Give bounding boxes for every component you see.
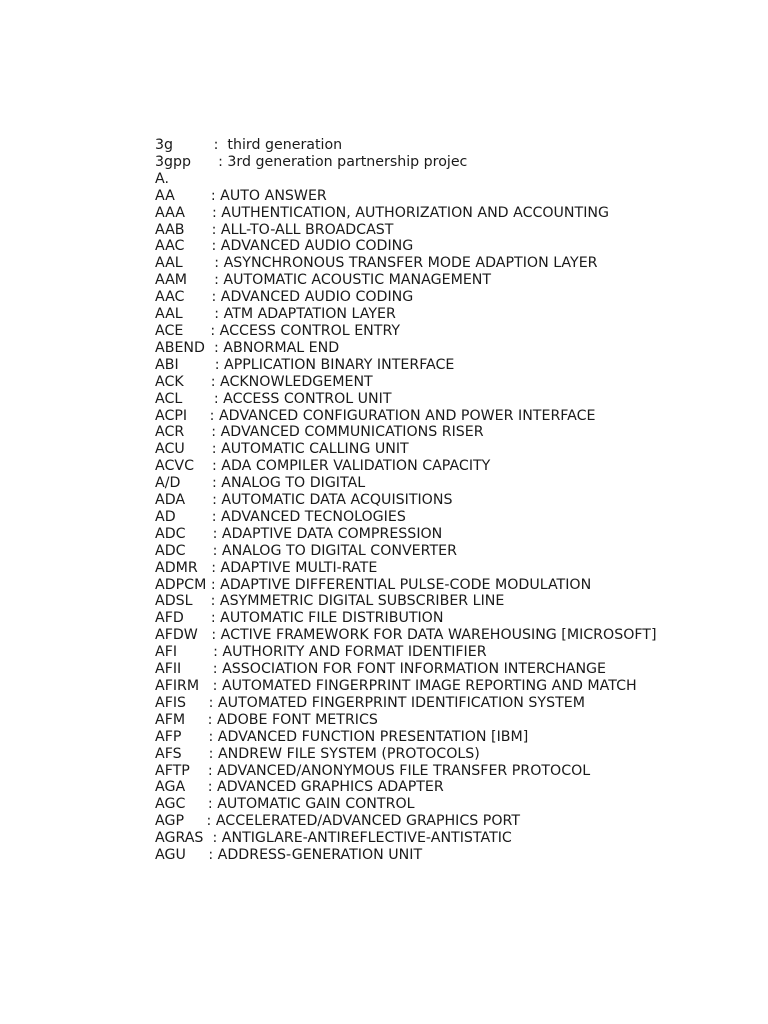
glossary-entry: AAB : ALL-TO-ALL BROADCAST bbox=[155, 221, 394, 238]
glossary-entry: ACK : ACKNOWLEDGEMENT bbox=[155, 373, 373, 390]
glossary-entry: AAL : ATM ADAPTATION LAYER bbox=[155, 306, 396, 323]
glossary-entry: AGRAS : ANTIGLARE-ANTIREFLECTIVE-ANTISTATIC bbox=[155, 830, 512, 847]
glossary-entry: ADSL : ASYMMETRIC DIGITAL SUBSCRIBER LINE bbox=[155, 593, 505, 610]
glossary-entry: AAL : ASYNCHRONOUS TRANSFER MODE ADAPTION LAYER bbox=[155, 255, 598, 272]
glossary-entry: AFDW : ACTIVE FRAMEWORK FOR DATA WAREHOUSING [MICROSOFT] bbox=[155, 627, 657, 644]
glossary-entry: ADC : ANALOG TO DIGITAL CONVERTER bbox=[155, 542, 457, 559]
glossary-entry: AFTP : ADVANCED/ANONYMOUS FILE TRANSFER PROTOCOL bbox=[155, 762, 591, 779]
glossary-entry: ACR : ADVANCED COMMUNICATIONS RISER bbox=[155, 424, 484, 441]
glossary-entry: ABEND : ABNORMAL END bbox=[155, 339, 340, 356]
glossary-entry: ACE : ACCESS CONTROL ENTRY bbox=[155, 322, 401, 339]
acronym-glossary bbox=[155, 137, 675, 864]
glossary-entry: 3g : third generation bbox=[155, 137, 343, 153]
glossary-entry: ADC : ADAPTIVE DATA COMPRESSION bbox=[155, 525, 443, 542]
glossary-entry: ACL : ACCESS CONTROL UNIT bbox=[155, 390, 392, 407]
glossary-entry: AFIRM : AUTOMATED FINGERPRINT IMAGE REPORTING AND MATCH bbox=[155, 678, 637, 694]
glossary-entry: 3gpp : 3rd generation partnership projec bbox=[155, 153, 468, 170]
glossary-entry: AGC : AUTOMATIC GAIN CONTROL bbox=[155, 796, 415, 813]
glossary-entry: AGA : ADVANCED GRAPHICS ADAPTER bbox=[155, 779, 444, 796]
glossary-entry: ACPI : ADVANCED CONFIGURATION AND POWER INTERFACE bbox=[155, 407, 596, 424]
glossary-entry: AFIS : AUTOMATED FINGERPRINT IDENTIFICATION SYSTEM bbox=[155, 694, 585, 711]
glossary-entry: AFP : ADVANCED FUNCTION PRESENTATION [IBM] bbox=[155, 728, 529, 745]
glossary-entry: AAM : AUTOMATIC ACOUSTIC MANAGEMENT bbox=[155, 272, 492, 289]
glossary-entry: AFII : ASSOCIATION FOR FONT INFORMATION INTERCHANGE bbox=[155, 661, 607, 678]
glossary-entry: ACVC : ADA COMPILER VALIDATION CAPACITY bbox=[155, 458, 491, 475]
glossary-entry: AFD : AUTOMATIC FILE DISTRIBUTION bbox=[155, 610, 444, 627]
glossary-entry: AGP : ACCELERATED/ADVANCED GRAPHICS PORT bbox=[155, 813, 520, 830]
glossary-entry: AFS : ANDREW FILE SYSTEM (PROTOCOLS) bbox=[155, 745, 480, 762]
glossary-entry: ABI : APPLICATION BINARY INTERFACE bbox=[155, 356, 455, 373]
section-heading: A. bbox=[155, 170, 169, 187]
glossary-entry: ADPCM : ADAPTIVE DIFFERENTIAL PULSE-CODE MODULATION bbox=[155, 576, 592, 593]
glossary-entry: A/D : ANALOG TO DIGITAL bbox=[155, 475, 366, 492]
glossary-entry: AGU : ADDRESS-GENERATION UNIT bbox=[155, 847, 423, 864]
glossary-entry: AFI : AUTHORITY AND FORMAT IDENTIFIER bbox=[155, 644, 487, 661]
glossary-entry: AAC : ADVANCED AUDIO CODING bbox=[155, 238, 414, 255]
glossary-entry: AAA : AUTHENTICATION, AUTHORIZATION AND ACCOUNTING bbox=[155, 204, 610, 221]
glossary-entry: ADMR : ADAPTIVE MULTI-RATE bbox=[155, 559, 378, 576]
glossary-entry: AA : AUTO ANSWER bbox=[155, 187, 327, 204]
glossary-entry: ACU : AUTOMATIC CALLING UNIT bbox=[155, 441, 409, 458]
glossary-entry: ADA : AUTOMATIC DATA ACQUISITIONS bbox=[155, 492, 453, 509]
glossary-entry: AD : ADVANCED TECNOLOGIES bbox=[155, 508, 406, 525]
glossary-entry: AFM : ADOBE FONT METRICS bbox=[155, 711, 378, 728]
glossary-entry: AAC : ADVANCED AUDIO CODING bbox=[155, 289, 414, 306]
